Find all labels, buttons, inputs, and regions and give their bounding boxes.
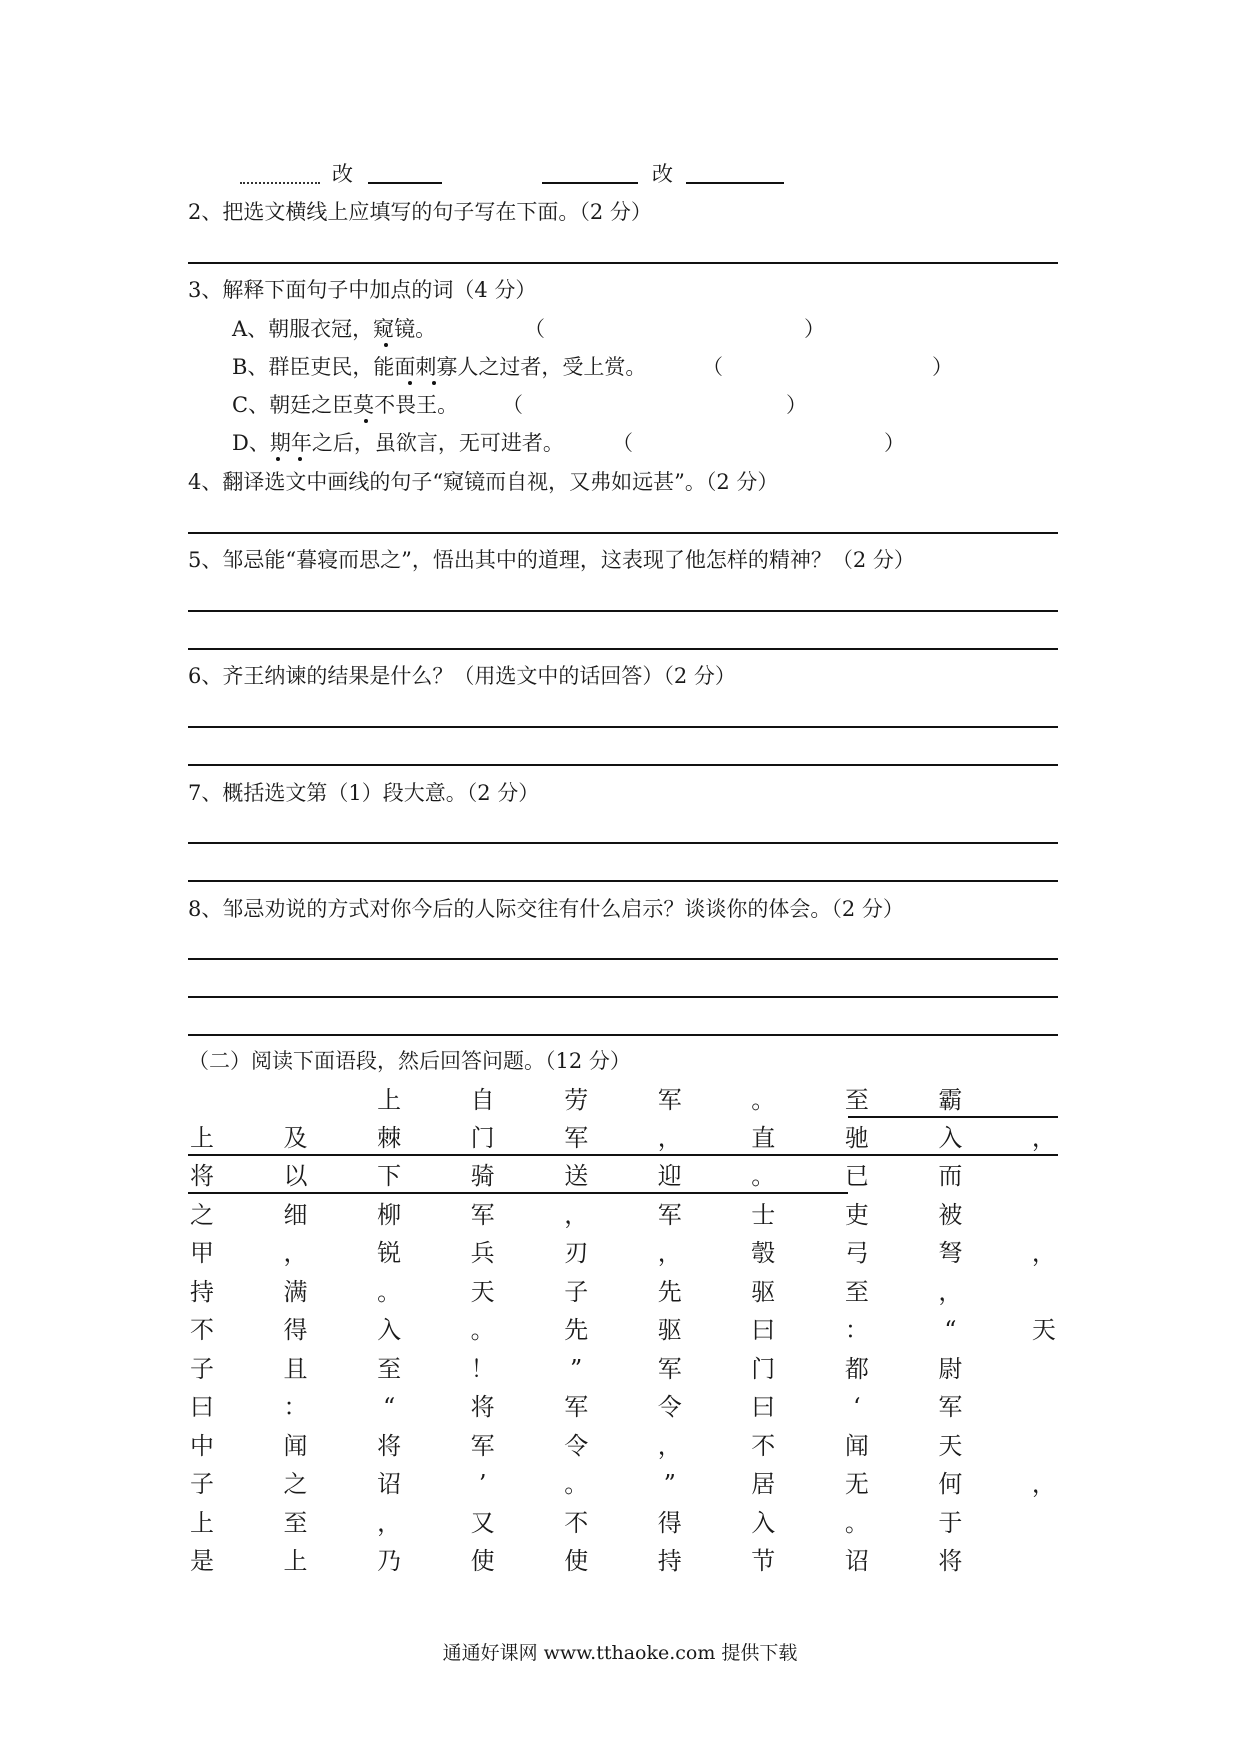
answer-bracket-close: ） [786, 393, 807, 417]
passage-char [1030, 1391, 1058, 1423]
passage-row-8 [188, 1353, 1058, 1385]
emphasis-dot [384, 343, 388, 347]
answer-line-q2[interactable] [188, 262, 1058, 264]
passage-char: ， [1031, 1470, 1056, 1498]
passage-char [1030, 1160, 1058, 1192]
passage-char: 棘 [377, 1124, 402, 1152]
passage-char: 入 [377, 1316, 402, 1344]
passage-char: 至 [844, 1278, 869, 1306]
passage-char: 得 [657, 1509, 682, 1537]
passage-char: 之 [190, 1201, 214, 1229]
passage-char: 至 [377, 1355, 402, 1383]
passage-row-9 [188, 1391, 1058, 1423]
passage-char: 曰 [751, 1316, 776, 1344]
passage-char: 。 [751, 1086, 776, 1114]
passage-char: 弩 [938, 1239, 963, 1267]
answer-bracket-open: （ [524, 317, 545, 341]
passage-char: 先 [564, 1316, 589, 1344]
answer-bracket-close: ） [804, 317, 825, 341]
passage-char: 于 [938, 1509, 963, 1537]
passage-char: 尉 [938, 1355, 963, 1383]
passage-char: 天 [1031, 1316, 1056, 1344]
passage-char: 之 [283, 1470, 308, 1498]
passage-char: 军 [564, 1393, 589, 1421]
passage-char: 驱 [751, 1278, 776, 1306]
passage-char: ， [657, 1124, 682, 1152]
answer-line-q4[interactable] [188, 532, 1058, 534]
underline-passage-1a [848, 1116, 1058, 1118]
passage-char: “ [944, 1316, 957, 1344]
answer-bracket-open: （ [612, 431, 633, 455]
passage-char: ‘ [853, 1393, 861, 1421]
passage-char: 。 [564, 1470, 589, 1498]
passage-char: ， [283, 1239, 308, 1267]
answer-line-q8-3[interactable] [188, 1034, 1058, 1036]
passage-char: 居 [751, 1470, 776, 1498]
passage-char: 诏 [377, 1470, 402, 1498]
question-7: 7、概括选文第（1）段大意。（2 分） [188, 781, 540, 805]
passage-char: 门 [470, 1124, 495, 1152]
footer-credit: 通通好课网 www.tthaoke.com 提供下载 [442, 1642, 798, 1664]
passage-char: 不 [190, 1316, 214, 1344]
passage-char [1030, 1084, 1058, 1116]
passage-char [188, 1084, 216, 1116]
question-6: 6、齐王纳谏的结果是什么？（用选文中的话回答）（2 分） [188, 664, 736, 688]
passage-char: 下 [377, 1162, 402, 1190]
passage-char: 持 [190, 1278, 214, 1306]
passage-char: 满 [283, 1278, 308, 1306]
passage-char: 中 [190, 1432, 214, 1460]
passage-char: 自 [470, 1086, 495, 1114]
passage-char: 及 [283, 1124, 308, 1152]
passage-char: 已 [844, 1162, 869, 1190]
passage-char: ： [844, 1316, 869, 1344]
passage-char [1030, 1545, 1058, 1577]
answer-bracket-close: ） [884, 431, 905, 455]
passage-char: 令 [564, 1432, 589, 1460]
passage-char: 将 [470, 1393, 495, 1421]
emphasis-dot [298, 457, 302, 461]
emphasis-dot [364, 419, 368, 423]
passage-char: ， [1031, 1124, 1056, 1152]
passage-char: 持 [657, 1547, 682, 1575]
passage-char: 入 [751, 1509, 776, 1537]
passage-row-11 [188, 1468, 1058, 1500]
passage-char: 迎 [657, 1162, 682, 1190]
passage-char: 细 [283, 1201, 308, 1229]
passage-char: ， [1031, 1239, 1056, 1267]
answer-line-q7-1[interactable] [188, 842, 1058, 844]
passage-char: 不 [751, 1432, 776, 1460]
passage-char: ： [283, 1393, 308, 1421]
passage-char: 上 [190, 1509, 214, 1537]
passage-char: 劳 [564, 1086, 589, 1114]
passage-char: ” [570, 1355, 583, 1383]
answer-bracket-open: （ [702, 355, 723, 379]
passage-char [1030, 1199, 1058, 1231]
correction-label-2: 改 [652, 162, 673, 186]
question-3-d: D、期年之后，虽欲言，无可进者。 [232, 431, 564, 455]
blank-correction-1[interactable] [368, 182, 442, 184]
passage-char: 送 [564, 1162, 589, 1190]
passage-char: 是 [190, 1547, 214, 1575]
emphasis-dot [276, 457, 280, 461]
passage-char: 都 [844, 1355, 869, 1383]
answer-line-q8-2[interactable] [188, 996, 1058, 998]
passage-char: 先 [657, 1278, 682, 1306]
passage-row-12 [188, 1507, 1058, 1539]
passage-char: 驰 [844, 1124, 869, 1152]
passage-char: 军 [938, 1393, 963, 1421]
passage-row-13 [188, 1545, 1058, 1577]
passage-char: 天 [938, 1432, 963, 1460]
passage-char: 至 [844, 1086, 869, 1114]
passage-char: 乃 [377, 1547, 402, 1575]
passage-char: 何 [938, 1470, 963, 1498]
passage-char: 。 [844, 1509, 869, 1537]
passage-char: ， [564, 1201, 589, 1229]
passage-char: 驱 [657, 1316, 682, 1344]
question-2: 2、把选文横线上应填写的句子写在下面。（2 分） [188, 200, 652, 224]
passage-char: 直 [751, 1124, 776, 1152]
underline-passage-2 [188, 1154, 1058, 1156]
passage-char: 霸 [938, 1086, 963, 1114]
emphasis-dot [432, 381, 436, 385]
passage-char: 军 [470, 1432, 495, 1460]
passage-char: 曰 [190, 1393, 214, 1421]
passage-row-2 [188, 1122, 1058, 1154]
passage-char: 军 [470, 1201, 495, 1229]
passage-char: ， [657, 1239, 682, 1267]
question-3-c: C、朝廷之臣莫不畏王。 [232, 393, 459, 417]
question-3: 3、解释下面句子中加点的词（4 分） [188, 278, 537, 302]
passage-char: 弓 [844, 1239, 869, 1267]
passage-char: 甲 [190, 1239, 214, 1267]
passage-char [1030, 1507, 1058, 1539]
passage-char: 无 [844, 1470, 869, 1498]
passage-char: 柳 [377, 1201, 402, 1229]
passage-char: 入 [938, 1124, 963, 1152]
answer-line-q6-1[interactable] [188, 726, 1058, 728]
passage-char: 兵 [470, 1239, 495, 1267]
answer-bracket-open: （ [502, 393, 523, 417]
passage-char: 士 [751, 1201, 776, 1229]
underline-passage-3 [188, 1192, 848, 1194]
emphasis-dot [408, 381, 412, 385]
passage-row-4 [188, 1199, 1058, 1231]
passage-row-5 [188, 1237, 1058, 1269]
passage-char: 军 [657, 1201, 682, 1229]
passage-char: 使 [564, 1547, 589, 1575]
passage-char: ， [657, 1432, 682, 1460]
correction-label-1: 改 [332, 162, 353, 186]
passage-char: 闻 [844, 1432, 869, 1460]
question-4: 4、翻译选文中画线的句子“窥镜而自视，又弗如远甚”。（2 分） [188, 470, 779, 494]
passage-row-6 [188, 1276, 1058, 1308]
passage-char: 至 [283, 1509, 308, 1537]
passage-char: 使 [470, 1547, 495, 1575]
passage-char: 吏 [844, 1201, 869, 1229]
passage-char: 节 [751, 1547, 776, 1575]
passage-char [1030, 1430, 1058, 1462]
blank-correction-2[interactable] [686, 182, 784, 184]
answer-line-q5-2[interactable] [188, 648, 1058, 650]
passage-row-3 [188, 1160, 1058, 1192]
passage-char: 而 [938, 1162, 963, 1190]
passage-char: 将 [377, 1432, 402, 1460]
passage-char: 子 [190, 1355, 214, 1383]
passage-char: ！ [470, 1355, 495, 1383]
question-3-a: A、朝服衣冠，窥镜。 [232, 317, 437, 341]
answer-line-q8-1[interactable] [188, 958, 1058, 960]
passage-char [1030, 1353, 1058, 1385]
passage-char: 子 [190, 1470, 214, 1498]
passage-char: ， [938, 1278, 963, 1306]
question-8: 8、邹忌劝说的方式对你今后的人际交往有什么启示？谈谈你的体会。（2 分） [188, 897, 904, 921]
passage-char: ” [663, 1470, 676, 1498]
passage-char: “ [382, 1393, 396, 1421]
passage-char: 锐 [377, 1239, 402, 1267]
passage-char: 上 [377, 1086, 402, 1114]
passage-char: 骑 [470, 1162, 495, 1190]
blank-original-1[interactable] [240, 182, 320, 184]
passage-row-7 [188, 1314, 1058, 1346]
passage-char: 彀 [751, 1239, 776, 1267]
passage-char: 军 [564, 1124, 589, 1152]
passage-char: ， [377, 1509, 402, 1537]
passage-char: 将 [938, 1547, 963, 1575]
passage-char: 不 [564, 1509, 589, 1537]
passage-char: 。 [470, 1316, 495, 1344]
passage-char: 以 [283, 1162, 308, 1190]
passage-char: 军 [657, 1355, 682, 1383]
passage-char: 又 [470, 1509, 495, 1537]
passage-char [282, 1084, 310, 1116]
passage-char: 令 [657, 1393, 682, 1421]
passage-char: 。 [377, 1278, 402, 1306]
section-2-title: （二）阅读下面语段，然后回答问题。（12 分） [188, 1049, 631, 1073]
passage-char: 子 [564, 1278, 589, 1306]
passage-char: 被 [938, 1201, 963, 1229]
answer-line-q5-1[interactable] [188, 610, 1058, 612]
question-3-b: B、群臣吏民，能面刺寡人之过者，受上赏。 [232, 355, 647, 379]
passage-char: 天 [470, 1278, 495, 1306]
passage-row-10 [188, 1430, 1058, 1462]
question-5: 5、邹忌能“暮寝而思之”，悟出其中的道理，这表现了他怎样的精神？（2 分） [188, 548, 915, 572]
answer-line-q7-2[interactable] [188, 880, 1058, 882]
answer-line-q6-2[interactable] [188, 764, 1058, 766]
passage-char: 将 [190, 1162, 214, 1190]
passage-char [1030, 1276, 1058, 1308]
passage-char: 上 [283, 1547, 308, 1575]
passage-char: 闻 [283, 1432, 308, 1460]
passage-char: 刃 [564, 1239, 589, 1267]
passage-char: 得 [283, 1316, 308, 1344]
passage-char: 且 [283, 1355, 308, 1383]
passage-char: 上 [190, 1124, 214, 1152]
answer-bracket-close: ） [932, 355, 953, 379]
passage-char: 曰 [751, 1393, 776, 1421]
passage-char: 。 [751, 1162, 776, 1190]
passage-char: 诏 [844, 1547, 869, 1575]
passage-row-1 [188, 1084, 1058, 1116]
passage-char: 军 [657, 1086, 682, 1114]
blank-original-2[interactable] [542, 182, 638, 184]
passage-char: ’ [478, 1470, 487, 1498]
passage-char: 门 [751, 1355, 776, 1383]
